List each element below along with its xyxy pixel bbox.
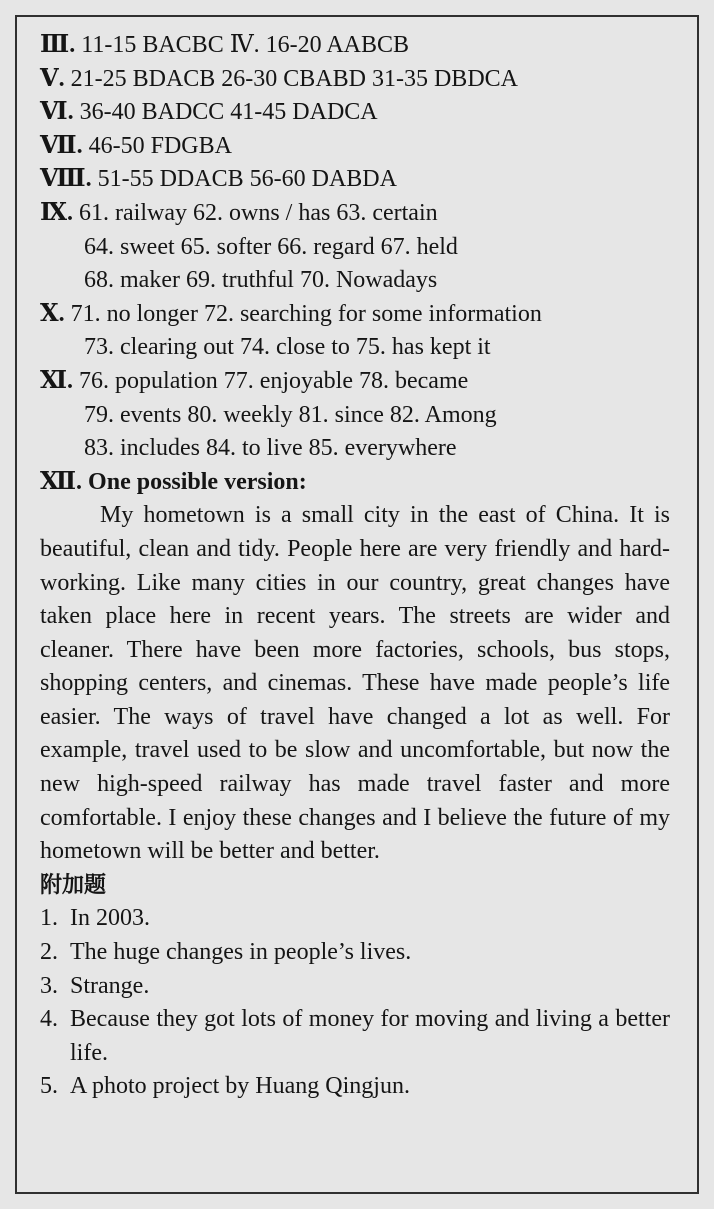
answer-line — [40, 331, 674, 365]
answer-line — [40, 432, 674, 466]
answer-line — [40, 197, 674, 231]
extra-answer-text: The huge changes in people’s lives. — [70, 939, 412, 966]
extra-answer-number: 5. — [40, 1073, 58, 1100]
essay-paragraph: My hometown is a small city in the east of China. It is beautiful, clean and tidy. People here are very friendly and hard-working. Like many cities in our country, great changes have taken place here in recent years. The streets are wider and cleaner. There have been more factories, schools, bus stops, shopping centers, and cinemas. These have made people’s life easier. The ways of travel have changed a lot as well. For example, travel used to be slow and uncomfortable, but now the new high-speed railway has made travel faster and more comfortable. I enjoy these changes and I believe the future of my hometown will be better and better. — [40, 502, 670, 865]
extra-answer — [40, 902, 674, 936]
answer-text: 36-40 BADCC 41-45 DADCA — [79, 99, 378, 126]
extra-answer-number: 2. — [40, 939, 58, 966]
answer-text: 71. no longer 72. searching for some information — [70, 300, 542, 327]
answer-line — [40, 231, 674, 265]
section-numeral: Ⅸ. — [40, 199, 74, 226]
extra-questions-title: 附加题 — [40, 872, 107, 898]
extra-answer-text: Because they got lots of money for moving and living a better life. — [70, 1006, 670, 1066]
section-numeral: Ⅵ. — [40, 99, 74, 126]
answer-line — [40, 264, 674, 298]
answer-text: 11-15 BACBC Ⅳ. 16-20 AABCB — [81, 32, 410, 58]
section-numeral: Ⅷ. — [40, 166, 92, 193]
extra-answer-text: A photo project by Huang Qingjun. — [70, 1073, 410, 1100]
answer-line — [40, 298, 674, 332]
extra-answer-text: Strange. — [70, 972, 150, 999]
answer-text: 76. population 77. enjoyable 78. became — [79, 367, 469, 394]
answer-text: 46-50 FDGBA — [88, 132, 232, 159]
section-numeral: Ⅻ. — [40, 468, 83, 495]
answer-text: 21-25 BDACB 26-30 CBABD 31-35 DBDCA — [70, 65, 518, 92]
answer-text: 83. includes 84. to live 85. everywhere — [84, 435, 457, 462]
section-numeral: Ⅲ. — [40, 32, 76, 58]
answer-line — [40, 163, 674, 197]
extra-answer-number: 1. — [40, 905, 58, 932]
answer-line — [40, 96, 674, 130]
writing-heading: One possible version: — [88, 468, 307, 495]
answer-line — [40, 399, 674, 433]
extra-answer-number: 3. — [40, 972, 58, 999]
extra-answer — [40, 970, 674, 1004]
answer-text: 64. sweet 65. softer 66. regard 67. held — [84, 233, 458, 260]
writing-heading-line — [40, 466, 674, 500]
extra-answer — [40, 1003, 674, 1070]
answer-line — [40, 63, 674, 97]
section-numeral: Ⅶ. — [40, 132, 83, 159]
answer-line — [40, 29, 674, 63]
section-numeral: Ⅴ. — [40, 65, 65, 92]
answer-text: 79. events 80. weekly 81. since 82. Among — [84, 401, 497, 428]
answer-text: 61. railway 62. owns / has 63. certain — [79, 199, 438, 226]
extra-answer — [40, 1070, 674, 1104]
extra-answer-text: In 2003. — [70, 905, 150, 932]
answer-text: 68. maker 69. truthful 70. Nowadays — [84, 267, 438, 294]
answer-line — [40, 365, 674, 399]
extra-answer — [40, 936, 674, 970]
answer-text: 51-55 DDACB 56-60 DABDA — [97, 166, 397, 193]
answer-line — [40, 130, 674, 164]
extra-answer-number: 4. — [40, 1006, 58, 1033]
section-numeral: Ⅹ. — [40, 300, 65, 327]
answer-text: 73. clearing out 74. close to 75. has kept it — [84, 334, 491, 361]
model-essay — [40, 499, 670, 869]
answer-key-content — [40, 29, 674, 1104]
section-numeral: Ⅺ. — [40, 367, 74, 394]
